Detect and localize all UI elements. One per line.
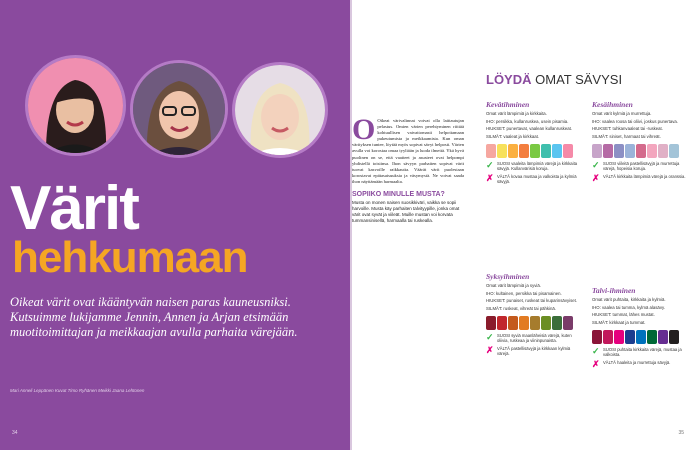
- color-swatch: [530, 316, 540, 330]
- color-swatch: [541, 144, 551, 158]
- check-icon: ✓: [486, 331, 494, 342]
- color-swatch: [497, 144, 507, 158]
- check-icon: ✓: [592, 345, 600, 356]
- season-syksy: [486, 272, 582, 359]
- sidebar-title: SOPIIKO MINULLE MUSTA?: [352, 191, 445, 199]
- tip-favor: ✓ SUOSI vaaleita lämpimiä värejä ja kirkkaita sävyjä. Kullanvärisiä koruja.: [486, 159, 578, 172]
- headline: Värit: [10, 174, 138, 243]
- tip-favor: ✓ SUOSI viileitä pastellisävyjä ja murrettuja värejä, hopeisia koruja.: [592, 159, 680, 172]
- color-swatch: [519, 144, 529, 158]
- color-swatch: [669, 330, 679, 344]
- tip-avoid: ✗ VÄLTÄ haaleita ja murrettuja sävyjä.: [592, 358, 671, 369]
- season-text: Omat värit puhtaita, kirkkaita ja kylmiä. IHO: vaalea tai tumma, kylmä alasävy. HIUKSET: tummat, lähes mustat. SILMÄT: kirkkaat ja tummat.: [592, 297, 666, 326]
- color-swatch: [614, 330, 624, 344]
- color-swatch: [497, 316, 507, 330]
- color-swatch: [592, 330, 602, 344]
- color-swatch: [563, 316, 573, 330]
- season-talvi: [592, 286, 688, 370]
- season-kevat: [486, 100, 582, 187]
- color-swatch: [508, 144, 518, 158]
- color-swatches: [486, 316, 582, 330]
- color-swatch: [563, 144, 573, 158]
- color-swatch: [541, 316, 551, 330]
- headline-accent: hehkumaan: [12, 233, 248, 282]
- portrait-jenni: [25, 55, 126, 156]
- color-swatch: [647, 144, 657, 158]
- season-text: Omat värit kylmiä ja murrettuja. IHO: vaalea roosa tai oliivi, joskus punertava. HIUKSET: tuhkanvaaleat tai -ruskeat. SILMÄT: siniset, harmaat tai vihreät.: [592, 111, 678, 140]
- color-swatch: [519, 316, 529, 330]
- section-title: LÖYDÄ OMAT SÄVYSI: [486, 72, 623, 87]
- color-swatch: [552, 144, 562, 158]
- season-title: Kesäihminen: [592, 100, 633, 109]
- tip-avoid: ✗ VÄLTÄ kirkkaita lämpimiä värejä ja oranssia.: [592, 172, 686, 183]
- article-column: [352, 113, 464, 450]
- tip-avoid: ✗ VÄLTÄ kovaa mustaa ja valkoista ja kylmiä sävyjä.: [486, 172, 577, 185]
- cross-icon: ✗: [486, 172, 494, 183]
- color-swatch: [508, 316, 518, 330]
- check-icon: ✓: [486, 159, 494, 170]
- color-swatch: [647, 330, 657, 344]
- cross-icon: ✗: [592, 358, 600, 369]
- color-swatch: [603, 144, 613, 158]
- sidebar-box: [352, 191, 464, 224]
- color-swatch: [603, 330, 613, 344]
- color-swatches: [592, 330, 688, 344]
- season-title: Kevätihminen: [486, 100, 530, 109]
- color-swatch: [669, 144, 679, 158]
- color-swatch: [625, 330, 635, 344]
- color-swatch: [486, 316, 496, 330]
- portrait-anne: [130, 60, 228, 158]
- drop-cap: O: [352, 113, 376, 146]
- check-icon: ✓: [592, 159, 600, 170]
- color-swatch: [614, 144, 624, 158]
- color-swatch: [636, 144, 646, 158]
- page-number-right: 35: [678, 430, 684, 436]
- season-text: Omat värit lämpimiä ja syviä. IHO: kultainen, persikka tai pisamainen. HIUKSET: punaiset, ruskeat tai kuparinsävyiset. SILMÄT: ruskeat, vihreät tai pähkinä.: [486, 283, 577, 312]
- color-swatch: [592, 144, 602, 158]
- intro-text: O Oikeat värivalinnat voivat olla laittautujan pelastus. Omien värien perehtyminen riittää kohtuullisen vaivattomasti helpottamaan pukeutumista ja meikkaamista. Kun oman värityksen tuntee, löytää myös sopivat sävyt helposti. Värien avulla voi korostaa omaa tyyliään ja luoda ilmettä. Ykä hyvä puolinen on se, että vaatteet ja asusteet ovat helpompi yhdistellä toisiinsa. Ihon sävyyn parhaiten sopivat värit tuovat kasvoille raikkautta. Väärät värit puolestaan korostavat epätasaisuuksia ja väsymystä. Ne voivat saada ihon näyttämään harmaalta.: [352, 113, 464, 184]
- season-title: Talvi-ihminen: [592, 286, 636, 295]
- color-swatch: [636, 330, 646, 344]
- tip-avoid: ✗ VÄLTÄ pastellisävyjä ja kirkkaan kylmiä värejä.: [486, 344, 571, 357]
- tip-favor: ✓ SUOSI syviä maanläheisiä värejä, kuten oliivia, ruskeaa ja viininpunaista.: [486, 331, 572, 344]
- color-swatches: [592, 144, 688, 158]
- color-swatch: [658, 144, 668, 158]
- tip-favor: ✓ SUOSI puhtaita kirkkaita värejä, mustaa ja valkoista.: [592, 345, 682, 358]
- season-title: Syksyihminen: [486, 272, 530, 281]
- color-swatches: [486, 144, 582, 158]
- season-text: Omat värit lämpimiä ja kirkkaita. IHO: persikka, kullanruskea, usein pisamia. HIUKSET: punertavat, vaalean kullanruskeat. SILMÄT: vaaleat ja kirkkaat.: [486, 111, 572, 140]
- color-swatch: [486, 144, 496, 158]
- color-swatch: [552, 316, 562, 330]
- portrait-arja: [232, 62, 328, 158]
- color-swatch: [625, 144, 635, 158]
- page-number-left: 34: [12, 430, 18, 436]
- cross-icon: ✗: [592, 172, 600, 183]
- color-swatch: [530, 144, 540, 158]
- color-swatch: [658, 330, 668, 344]
- cross-icon: ✗: [486, 344, 494, 355]
- photo-credits: Mari Anneli Leppänen Kuvat Timo Ryhänen Meikki Jaana Lehtonen: [10, 388, 145, 393]
- season-kesa: [592, 100, 688, 184]
- lead-paragraph: Oikeat värit ovat ikääntyvän naisen paras kauneusniksi. Kutsuimme lukijamme Jennin, Annen ja Arjan etsimään muotitoimittajan ja meikkaajan avulla parhaita värejään.: [10, 295, 298, 339]
- sidebar-text: Musta on monen naisen suosikkiväri, vaikka se sopii harvoille. Musta käy parhaiten talvityypille, jonka omat värit ovat syvät ja viileät. Muille mustan voi korvata tummansinisellä, harmaalla tai ruskealla.: [352, 200, 460, 224]
